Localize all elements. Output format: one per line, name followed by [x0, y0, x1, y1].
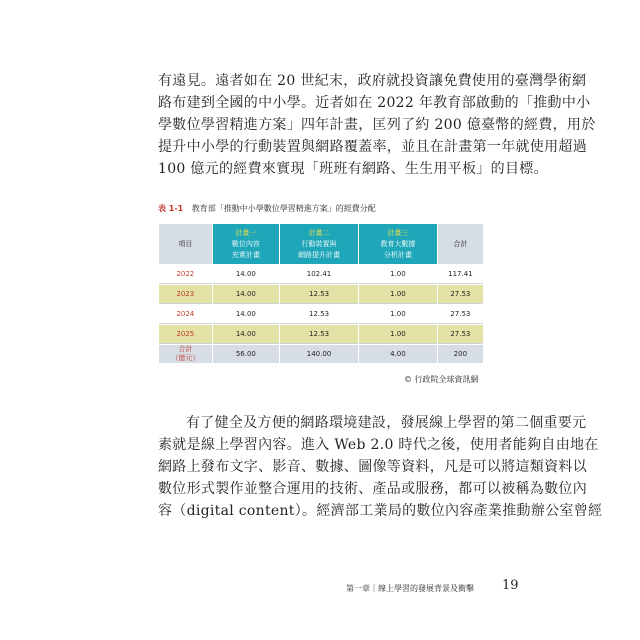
- plan-2-cell: 12.53: [280, 325, 358, 344]
- body-paragraph-top: [158, 70, 596, 180]
- plan-3-title: 計畫三: [387, 228, 409, 237]
- plan-1-sum: 56.00: [213, 345, 279, 363]
- plan-1-cell: 14.00: [213, 325, 279, 344]
- sum-label: 合計: [178, 345, 193, 353]
- text-line: 有了健全及方便的網路環境建設，發展線上學習的第二個重要元: [186, 415, 587, 431]
- header-plan-2: [280, 224, 358, 264]
- plan-3-line-2: 分析計畫: [383, 250, 412, 259]
- table-row: [159, 305, 483, 324]
- text-line: 數位形式製作並整合運用的技術、產品或服務，都可以被稱為數位內: [158, 481, 587, 497]
- text-line: 網路上發布文字、影音、數據、圖像等資料，凡是可以將這類資料以: [158, 459, 587, 475]
- table-caption: [158, 203, 376, 214]
- plan-1-line-2: 充實計畫: [231, 250, 260, 259]
- plan-1-title: 計畫一: [235, 228, 257, 237]
- year-cell: 2024: [159, 305, 212, 324]
- plan-3-cell: 1.00: [359, 305, 437, 324]
- total-cell: 27.53: [438, 285, 483, 304]
- text-line: 提升中小學的行動裝置與網路覆蓋率，並且在計畫第一年就使用超過: [158, 139, 587, 155]
- plan-2-line-1: 行動裝置與: [301, 239, 337, 248]
- table-header-row: [159, 224, 483, 264]
- table-row: [159, 285, 483, 304]
- text-line: 有遠見。遠者如在 20 世紀末，政府就投資讓免費使用的臺灣學術網: [158, 73, 587, 89]
- plan-2-line-2: 網路提升計畫: [298, 250, 341, 259]
- sum-row: [159, 345, 483, 363]
- table-credit: © 行政院全球資訊網: [404, 375, 479, 384]
- plan-3-sum: 4.00: [359, 345, 437, 363]
- total-cell: 27.53: [438, 305, 483, 324]
- plan-3-cell: 1.00: [359, 285, 437, 304]
- plan-1-cell: 14.00: [213, 285, 279, 304]
- funding-table: [158, 223, 484, 364]
- year-cell: 2022: [159, 265, 212, 284]
- text-line: 100 億元的經費來實現「班班有網路、生生用平板」的目標。: [158, 161, 548, 177]
- total-cell: 27.53: [438, 325, 483, 344]
- plan-2-title: 計畫二: [308, 228, 330, 237]
- table-row: [159, 325, 483, 344]
- plan-1-cell: 14.00: [213, 265, 279, 284]
- table-number: 表 1-1: [158, 204, 184, 213]
- plan-1-line-1: 數位內容: [231, 239, 260, 248]
- grand-total: 200: [438, 345, 483, 363]
- plan-3-cell: 1.00: [359, 265, 437, 284]
- text-line: 容（digital content）。經濟部工業局的數位內容產業推動辦公室曾經: [158, 503, 603, 519]
- header-total: 合計: [438, 224, 483, 264]
- running-footer: 第一章｜線上學習的發展背景及衝擊: [346, 584, 474, 593]
- sum-label-cell: [159, 345, 212, 363]
- year-cell: 2023: [159, 285, 212, 304]
- header-plan-1: [213, 224, 279, 264]
- text-line: 學數位學習精進方案」四年計畫，匡列了約 200 億臺幣的經費，用於: [158, 117, 596, 133]
- plan-2-cell: 102.41: [280, 265, 358, 284]
- text-line: 素就是線上學習內容。進入 Web 2.0 時代之後，使用者能夠自由地在: [158, 437, 599, 453]
- plan-2-cell: 12.53: [280, 285, 358, 304]
- plan-3-line-1: 教育大數據: [380, 239, 416, 248]
- plan-1-cell: 14.00: [213, 305, 279, 324]
- table-title: 教育部「推動中小學數位學習精進方案」的經費分配: [191, 204, 376, 213]
- sum-unit: （億元）: [171, 354, 200, 362]
- table-row: [159, 265, 483, 284]
- header-plan-3: [359, 224, 437, 264]
- header-item: 項目: [159, 224, 212, 264]
- year-cell: 2025: [159, 325, 212, 344]
- page-number: 19: [502, 578, 519, 593]
- plan-2-cell: 12.53: [280, 305, 358, 324]
- body-paragraph-bottom: [158, 412, 603, 522]
- plan-3-cell: 1.00: [359, 325, 437, 344]
- plan-2-sum: 140.00: [280, 345, 358, 363]
- total-cell: 117.41: [438, 265, 483, 284]
- text-line: 路布建到全國的中小學。近者如在 2022 年教育部啟動的「推動中小: [158, 95, 591, 111]
